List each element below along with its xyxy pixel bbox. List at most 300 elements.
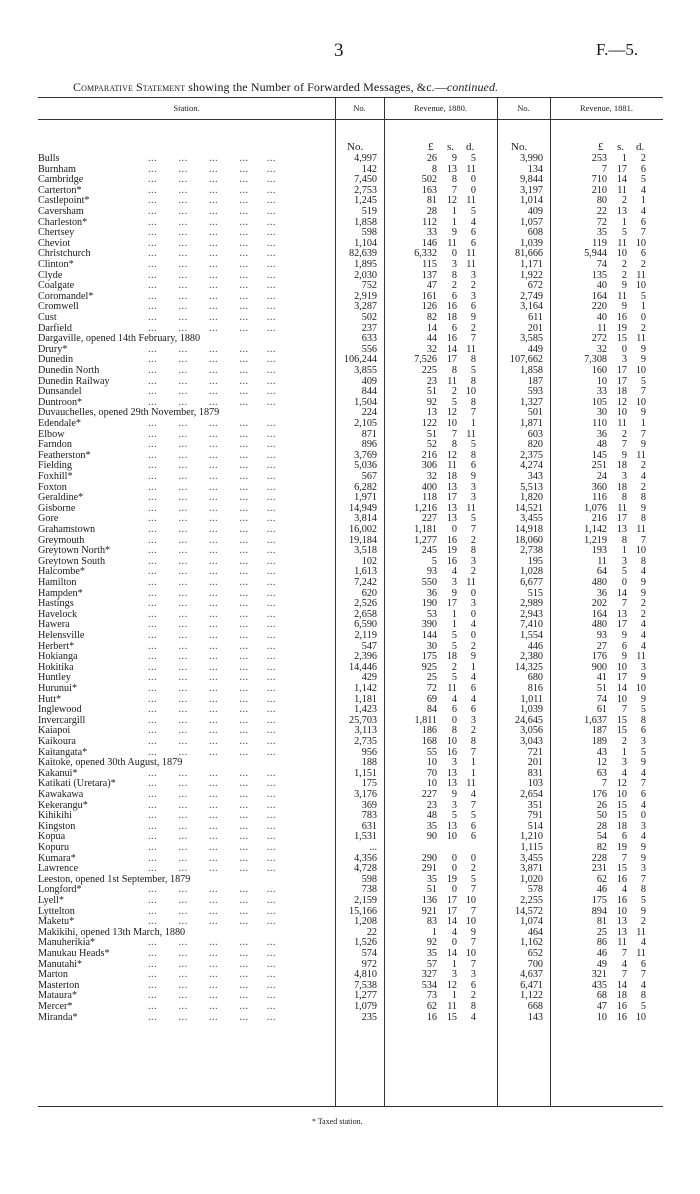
messages-1880: ...	[369, 842, 377, 853]
revenue-1881-shillings: 11	[617, 184, 627, 196]
leader-dots: ... ... ... ... ...	[148, 555, 276, 567]
messages-1880: 2,396	[354, 651, 377, 663]
messages-1880: 14,949	[348, 502, 377, 514]
revenue-1880-shillings: 6	[451, 322, 457, 334]
revenue-1881-pence: 11	[636, 651, 646, 663]
revenue-1881-pence: 8	[640, 990, 646, 1002]
station-name: Leeston, opened 1st September, 1879	[38, 873, 191, 885]
revenue-1881-shillings: 13	[616, 206, 627, 217]
revenue-1880-pence: 11	[466, 577, 476, 588]
revenue-1881-pounds: 81	[596, 916, 607, 928]
revenue-1880-pence: 5	[470, 365, 476, 376]
leader-dots: ... ... ... ... ...	[148, 524, 276, 535]
revenue-1881-shillings: 3	[621, 757, 627, 769]
revenue-1880-shillings: 13	[446, 778, 457, 790]
messages-1880: 14,446	[348, 661, 377, 673]
leader-dots: ... ... ... ... ...	[148, 895, 276, 906]
revenue-1880-shillings: 11	[447, 375, 457, 387]
messages-1881: 3,043	[520, 736, 543, 747]
revenue-1881-shillings: 9	[621, 301, 627, 313]
revenue-1880-pounds: 51	[426, 884, 437, 896]
revenue-1881-pounds: 321	[591, 969, 607, 981]
table-row	[38, 599, 663, 610]
revenue-1880-shillings: 1	[451, 216, 457, 228]
revenue-1881-pence: 9	[640, 852, 646, 864]
revenue-1880-pence: 7	[470, 333, 476, 345]
revenue-1881-pounds: 43	[596, 746, 607, 758]
table-row	[38, 355, 663, 366]
revenue-1881-shillings: 1	[621, 545, 627, 557]
revenue-1881-pounds: 187	[591, 725, 607, 737]
revenue-1881-shillings: 15	[616, 333, 627, 345]
revenue-1881-shillings: 13	[616, 524, 627, 535]
leader-dots: ... ... ... ... ...	[148, 418, 276, 429]
messages-1881: 672	[527, 280, 543, 292]
messages-1881: 3,990	[520, 153, 543, 164]
station-name: Lyell*	[38, 895, 65, 906]
messages-1880: 3,855	[354, 365, 377, 376]
revenue-1881-pence: 8	[640, 555, 646, 567]
table-row	[38, 567, 663, 578]
revenue-1880-pounds: 146	[421, 237, 437, 249]
station-name: Kopua	[38, 831, 66, 843]
revenue-1880-pounds: 7,526	[414, 354, 437, 366]
revenue-1881-shillings: 4	[621, 884, 627, 896]
revenue-1880-pounds: 35	[426, 873, 437, 885]
revenue-1880-pence: 7	[470, 524, 476, 535]
revenue-1880-pence: 6	[470, 683, 476, 694]
revenue-1880-shillings: 0	[451, 937, 457, 949]
revenue-1880-pounds: 35	[426, 948, 437, 959]
revenue-1880-shillings: 5	[451, 630, 457, 641]
revenue-1880-pence: 1	[470, 767, 476, 779]
revenue-1881-pence: 11	[636, 333, 646, 345]
revenue-1880-pounds: 47	[426, 280, 437, 292]
leader-dots: ... ... ... ... ...	[148, 566, 276, 578]
table-row	[38, 260, 663, 271]
messages-1881: 6,677	[520, 577, 543, 588]
table-row	[38, 726, 663, 737]
messages-1880: 3,518	[354, 545, 377, 557]
revenue-1880-shillings: 4	[451, 693, 457, 705]
revenue-1881-shillings: 7	[621, 969, 627, 981]
leader-dots: ... ... ... ... ...	[148, 502, 276, 514]
station-name: Featherston*	[38, 449, 91, 461]
leader-dots: ... ... ... ... ...	[148, 831, 276, 843]
revenue-1881-pounds: 74	[596, 693, 607, 705]
messages-1880: 82,639	[348, 248, 377, 260]
messages-1881: 2,738	[520, 545, 543, 557]
messages-1881: 14,572	[514, 905, 543, 917]
messages-1880: 3,769	[354, 449, 377, 461]
leader-dots: ... ... ... ... ...	[148, 365, 276, 376]
revenue-1880-pounds: 53	[426, 608, 437, 620]
revenue-1880-pence: 3	[470, 598, 476, 610]
revenue-1881-pence: 6	[640, 789, 646, 800]
station-name: Hampden*	[38, 587, 83, 599]
leader-dots: ... ... ... ... ...	[148, 651, 276, 663]
revenue-1880-pounds: 327	[421, 969, 437, 981]
revenue-1881-pence: 6	[640, 725, 646, 737]
revenue-1880-shillings: 19	[446, 873, 457, 885]
revenue-1880-shillings: 0	[451, 714, 457, 726]
revenue-1881-pounds: 11	[597, 322, 607, 334]
messages-1881: 81,666	[514, 248, 543, 260]
revenue-1881-shillings: 9	[621, 449, 627, 461]
messages-1881: 3,056	[520, 725, 543, 737]
station-name: Masterton	[38, 979, 80, 991]
table-row	[38, 875, 663, 886]
revenue-1880-pence: 2	[470, 280, 476, 292]
revenue-1880-pence: 4	[470, 789, 476, 800]
unit-pence-1881: d.	[636, 141, 645, 153]
leader-dots: ... ... ... ... ...	[148, 153, 276, 164]
revenue-1881-pence: 5	[640, 174, 646, 186]
revenue-1881-shillings: 1	[621, 153, 627, 164]
revenue-1880-shillings: 19	[446, 545, 457, 557]
revenue-1881-pounds: 22	[596, 206, 607, 217]
revenue-1880-pence: 5	[470, 439, 476, 451]
messages-1881: 816	[527, 683, 543, 694]
revenue-1880-pounds: 6,332	[414, 248, 437, 260]
leader-dots: ... ... ... ... ...	[148, 163, 276, 175]
messages-1881: 611	[528, 312, 543, 323]
revenue-1880-shillings: 17	[446, 598, 457, 610]
station-name: Kekerangu*	[38, 799, 88, 811]
revenue-1881-shillings: 11	[617, 290, 627, 302]
leader-dots: ... ... ... ... ...	[148, 312, 276, 323]
revenue-1880-pounds: 51	[426, 386, 437, 398]
leader-dots: ... ... ... ... ...	[148, 301, 276, 313]
revenue-1880-pounds: 62	[426, 1001, 437, 1012]
station-name: Cheviot	[38, 237, 71, 249]
messages-1881: 1,871	[520, 418, 543, 429]
table-row	[38, 695, 663, 706]
leader-dots: ... ... ... ... ...	[148, 884, 276, 896]
revenue-1880-shillings: 6	[451, 290, 457, 302]
revenue-1881-pence: 1	[640, 195, 646, 207]
revenue-1881-pence: 3	[640, 820, 646, 832]
revenue-1880-pence: 3	[470, 714, 476, 726]
revenue-1880-pounds: 1,216	[414, 502, 437, 514]
table-row	[38, 822, 663, 833]
revenue-1881-pence: 8	[640, 513, 646, 525]
messages-1880: 2,159	[354, 895, 377, 906]
revenue-1881-pounds: 231	[591, 863, 607, 875]
leader-dots: ... ... ... ... ...	[148, 661, 276, 673]
revenue-1880-shillings: 8	[451, 365, 457, 376]
messages-1880: 1,151	[354, 767, 377, 779]
revenue-1880-pounds: 400	[421, 481, 437, 493]
revenue-1880-shillings: 16	[446, 555, 457, 567]
revenue-1880-pounds: 44	[426, 333, 437, 345]
messages-1880: 1,858	[354, 216, 377, 228]
station-name: Katikati (Uretara)*	[38, 778, 116, 790]
messages-1881: 3,585	[520, 333, 543, 345]
revenue-1880-shillings: 8	[451, 174, 457, 186]
station-name: Miranda*	[38, 1011, 78, 1023]
revenue-1881-pounds: 27	[596, 640, 607, 652]
messages-1881: 3,164	[520, 301, 543, 313]
table-row	[38, 228, 663, 239]
messages-1881: 2,380	[520, 651, 543, 663]
revenue-1881-shillings: 4	[621, 767, 627, 779]
station-name: Lyttelton	[38, 905, 75, 917]
revenue-1881-shillings: 3	[621, 555, 627, 567]
revenue-1880-shillings: 1	[451, 958, 457, 970]
revenue-1881-shillings: 2	[621, 195, 627, 207]
revenue-1880-shillings: 14	[446, 916, 457, 928]
station-name: Carterton*	[38, 184, 82, 196]
messages-1880: 738	[361, 884, 377, 896]
table-row	[38, 249, 663, 260]
messages-1880: 1,526	[354, 937, 377, 949]
revenue-1881-pence: 0	[640, 312, 646, 323]
revenue-1880-shillings: 18	[446, 651, 457, 663]
revenue-1880-pounds: 83	[426, 916, 437, 928]
revenue-1880-pounds: 163	[421, 184, 437, 196]
revenue-1881-pounds: 51	[596, 683, 607, 694]
revenue-1881-pence: 1	[640, 418, 646, 429]
revenue-1880-pence: 6	[470, 979, 476, 991]
leader-dots: ... ... ... ... ...	[148, 248, 276, 260]
leader-dots: ... ... ... ... ...	[148, 534, 276, 546]
revenue-1880-shillings: 10	[446, 418, 457, 429]
revenue-1880-shillings: 14	[446, 948, 457, 959]
revenue-1881-pounds: 50	[596, 810, 607, 822]
station-name: Dunedin Railway	[38, 375, 110, 387]
revenue-1880-pounds: 90	[426, 831, 437, 843]
revenue-1881-pounds: 1,142	[584, 524, 607, 535]
revenue-1881-pence: 0	[640, 810, 646, 822]
revenue-1880-pence: 0	[470, 184, 476, 196]
revenue-1881-shillings: 0	[621, 343, 627, 355]
revenue-1880-pounds: 161	[421, 290, 437, 302]
station-name: Hutt*	[38, 693, 62, 705]
revenue-1881-pounds: 1,637	[584, 714, 607, 726]
revenue-1881-pounds: 82	[596, 842, 607, 853]
revenue-1881-pence: 8	[640, 714, 646, 726]
revenue-1880-pounds: 32	[426, 471, 437, 482]
revenue-1880-pence: 4	[470, 693, 476, 705]
revenue-1880-pounds: 35	[426, 820, 437, 832]
messages-1881: 3,455	[520, 852, 543, 864]
header-no-1881: No.	[517, 103, 530, 113]
revenue-1880-pounds: 33	[426, 227, 437, 239]
revenue-1881-pounds: 176	[591, 789, 607, 800]
revenue-1880-pence: 8	[470, 736, 476, 747]
unit-shillings-1881: s.	[617, 141, 625, 153]
revenue-1881-shillings: 7	[621, 948, 627, 959]
revenue-1881-shillings: 18	[616, 386, 627, 398]
messages-1881: 449	[527, 343, 543, 355]
revenue-1881-pence: 2	[640, 153, 646, 164]
revenue-1881-shillings: 15	[616, 863, 627, 875]
revenue-1881-pounds: 10	[596, 375, 607, 387]
revenue-1881-shillings: 14	[616, 979, 627, 991]
revenue-1881-pence: 9	[640, 693, 646, 705]
revenue-1880-pounds: 1,811	[414, 714, 437, 726]
leader-dots: ... ... ... ... ...	[148, 948, 276, 959]
revenue-1881-shillings: 11	[617, 502, 627, 514]
revenue-1880-shillings: 9	[451, 153, 457, 164]
revenue-1881-shillings: 18	[616, 820, 627, 832]
revenue-1880-pounds: 32	[426, 343, 437, 355]
revenue-1881-pounds: 47	[596, 1001, 607, 1012]
messages-1881: 7,410	[520, 619, 543, 631]
revenue-1881-pounds: 48	[596, 439, 607, 451]
messages-1881: 3,455	[520, 513, 543, 525]
footnote: * Taxed station.	[312, 1117, 363, 1126]
station-name: Cromwell	[38, 301, 79, 313]
revenue-1881-pence: 9	[640, 407, 646, 419]
station-name: Coalgate	[38, 280, 75, 292]
station-name: Dunedin North	[38, 365, 100, 376]
revenue-1880-shillings: 13	[446, 820, 457, 832]
table-row	[38, 292, 663, 303]
revenue-1881-shillings: 1	[621, 746, 627, 758]
revenue-1881-pounds: 35	[596, 227, 607, 239]
revenue-1880-pounds: 23	[426, 375, 437, 387]
messages-1881: 1,057	[520, 216, 543, 228]
revenue-1881-shillings: 7	[621, 439, 627, 451]
revenue-1881-pounds: 228	[591, 852, 607, 864]
revenue-1880-pence: 11	[466, 259, 476, 270]
revenue-1880-pounds: 502	[421, 174, 437, 186]
revenue-1880-pence: 4	[470, 1011, 476, 1023]
revenue-1881-pence: 10	[635, 280, 646, 292]
messages-1880: 1,142	[354, 683, 377, 694]
leader-dots: ... ... ... ... ...	[148, 767, 276, 779]
leader-dots: ... ... ... ... ...	[148, 195, 276, 207]
revenue-1880-shillings: 13	[446, 513, 457, 525]
table-row	[38, 928, 663, 939]
station-name: Charleston*	[38, 216, 88, 228]
revenue-1881-pounds: 40	[596, 312, 607, 323]
leader-dots: ... ... ... ... ...	[148, 1001, 276, 1012]
revenue-1881-pounds: 64	[596, 566, 607, 578]
revenue-1881-pounds: 24	[596, 471, 607, 482]
revenue-1880-pounds: 550	[421, 577, 437, 588]
messages-1881: 1,327	[520, 396, 543, 408]
messages-1880: 429	[361, 672, 377, 684]
revenue-1880-pence: 6	[470, 237, 476, 249]
revenue-1880-shillings: 4	[451, 566, 457, 578]
messages-1880: 2,030	[354, 269, 377, 281]
revenue-1880-pence: 8	[470, 375, 476, 387]
leader-dots: ... ... ... ... ...	[148, 492, 276, 504]
messages-1881: 668	[527, 1001, 543, 1012]
revenue-1881-pounds: 62	[596, 873, 607, 885]
messages-1881: 3,197	[520, 184, 543, 196]
station-name: Mercer*	[38, 1001, 73, 1012]
messages-1880: 1,531	[354, 831, 377, 843]
revenue-1880-pence: 1	[470, 418, 476, 429]
revenue-1881-pence: 10	[635, 396, 646, 408]
revenue-1881-pounds: 210	[591, 184, 607, 196]
revenue-1881-shillings: 17	[616, 672, 627, 684]
revenue-1880-pence: 2	[470, 640, 476, 652]
revenue-1881-pence: 2	[640, 259, 646, 270]
revenue-1880-pence: 8	[470, 545, 476, 557]
revenue-1880-pounds: 122	[421, 418, 437, 429]
revenue-1880-pounds: 290	[421, 852, 437, 864]
table-row	[38, 758, 663, 769]
station-name: Clyde	[38, 269, 63, 281]
messages-1881: 1,858	[520, 365, 543, 376]
revenue-1880-pence: 1	[470, 757, 476, 769]
messages-1881: 680	[527, 672, 543, 684]
table-row	[38, 716, 663, 727]
leader-dots: ... ... ... ... ...	[148, 598, 276, 610]
revenue-1881-pounds: 116	[592, 492, 607, 504]
revenue-1880-pounds: 227	[421, 513, 437, 525]
revenue-1881-pounds: 28	[596, 820, 607, 832]
header-station: Station.	[173, 103, 200, 113]
table-row	[38, 1013, 663, 1024]
revenue-1881-pence: 2	[640, 322, 646, 334]
revenue-1881-pence: 11	[636, 926, 646, 938]
revenue-1880-pence: 10	[465, 916, 476, 928]
revenue-1881-shillings: 15	[616, 714, 627, 726]
revenue-1880-pounds: 70	[426, 767, 437, 779]
revenue-1880-pence: 7	[470, 407, 476, 419]
title-lead: Comparative Statement	[73, 80, 186, 94]
leader-dots: ... ... ... ... ...	[148, 216, 276, 228]
messages-1881: 721	[527, 746, 543, 758]
revenue-1881-pence: 8	[640, 884, 646, 896]
station-name: Longford*	[38, 884, 82, 896]
leader-dots: ... ... ... ... ...	[148, 259, 276, 270]
station-name: Kakanui*	[38, 767, 78, 779]
revenue-1880-shillings: 5	[451, 396, 457, 408]
revenue-1880-shillings: 0	[451, 863, 457, 875]
revenue-1881-pence: 9	[640, 672, 646, 684]
station-name: Dunedin	[38, 354, 74, 366]
messages-1881: 515	[527, 587, 543, 599]
revenue-1880-pence: 7	[470, 746, 476, 758]
leader-dots: ... ... ... ... ...	[148, 269, 276, 281]
leader-dots: ... ... ... ... ...	[148, 979, 276, 991]
unit-pence-1880: d.	[466, 141, 475, 153]
revenue-1881-shillings: 16	[616, 1001, 627, 1012]
revenue-1881-pounds: 26	[596, 799, 607, 811]
revenue-1880-pounds: 225	[421, 365, 437, 376]
messages-1881: 1,171	[520, 259, 543, 270]
station-name: Dargaville, opened 14th February, 1880	[38, 333, 201, 345]
messages-1880: 235	[361, 1011, 377, 1023]
station-name: Kihikihi	[38, 810, 72, 822]
revenue-1880-shillings: 3	[451, 799, 457, 811]
messages-1880: 106,244	[343, 354, 377, 366]
station-name: Castlepoint*	[38, 195, 90, 207]
revenue-1881-shillings: 7	[621, 598, 627, 610]
leader-dots: ... ... ... ... ...	[148, 227, 276, 239]
station-name: Manutahi*	[38, 958, 83, 970]
messages-1880: 556	[361, 343, 377, 355]
revenue-1880-shillings: 7	[451, 428, 457, 440]
revenue-1880-shillings: 10	[446, 831, 457, 843]
revenue-1881-pence: 6	[640, 216, 646, 228]
messages-1880: 409	[361, 375, 377, 387]
leader-dots: ... ... ... ... ...	[148, 184, 276, 196]
revenue-1880-shillings: 0	[451, 884, 457, 896]
table-row	[38, 302, 663, 313]
revenue-1881-pence: 2	[640, 916, 646, 928]
revenue-1880-pence: 7	[470, 937, 476, 949]
leader-dots: ... ... ... ... ...	[148, 354, 276, 366]
revenue-1881-pounds: 360	[591, 481, 607, 493]
